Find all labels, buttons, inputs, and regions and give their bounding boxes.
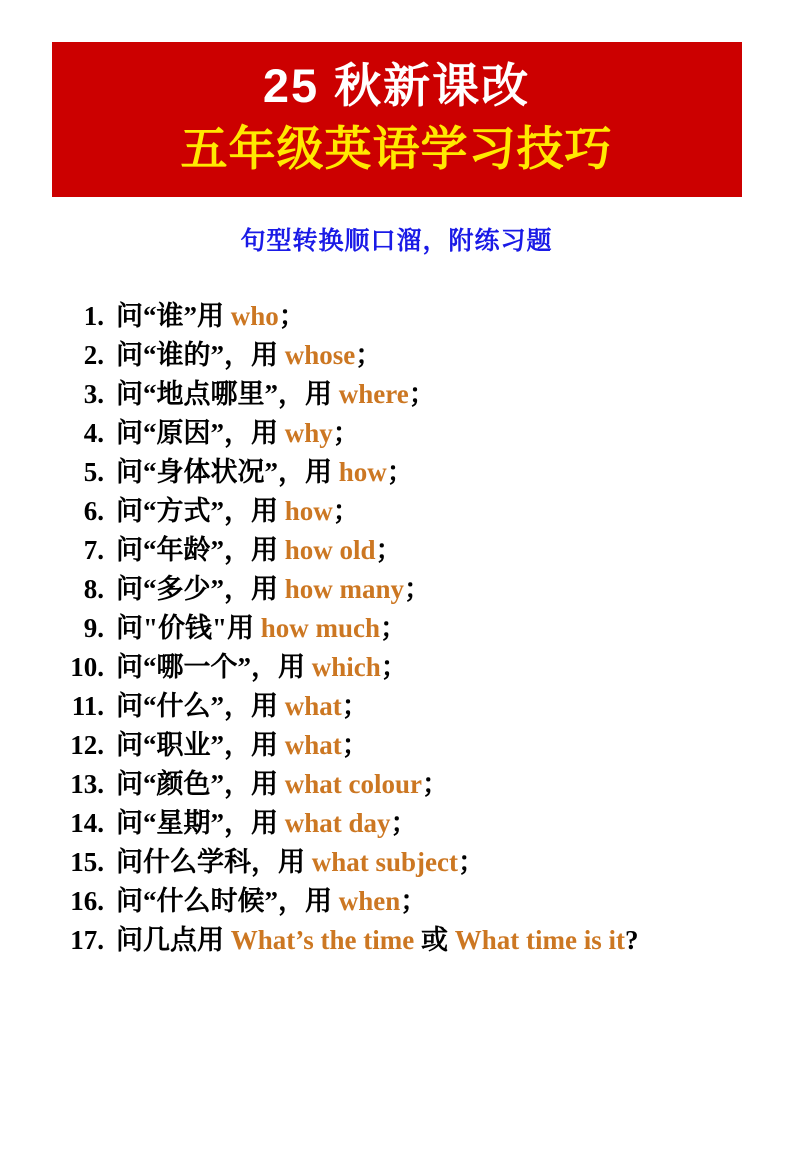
list-item [52,531,793,570]
list-item [52,648,793,687]
list-item-chinese: 问几点用 [116,925,231,956]
list-item-english: what day [284,808,391,839]
list-item [52,765,793,804]
list-item-punctuation: ； [422,769,449,800]
list-item-chinese: 问“星期”，用 [116,808,285,839]
title-banner [52,42,742,197]
list-item-text [116,654,408,681]
list-item-number: 11. [71,691,104,722]
list-item [52,882,793,921]
list-item-punctuation: ； [380,613,408,644]
list-item-number: 5. [83,457,104,488]
list-item [52,843,793,882]
list-item-number: 6. [83,496,104,527]
list-item-chinese: 问"价钱"用 [116,613,261,644]
list-item-number: 9. [83,613,104,644]
list-item-english: what colour [284,769,422,800]
list-item [52,570,793,609]
list-item-number: 14. [70,808,104,839]
list-item-text [116,615,407,642]
list-item-english: what [284,730,342,761]
list-item-chinese: 问“方式”，用 [116,496,285,527]
list-item [52,921,793,960]
list-item-number: 3. [83,379,104,410]
list-item-punctuation: ? [624,925,639,956]
list-item-punctuation: ； [355,340,383,371]
list-item-english-alt: What time is it [454,925,625,956]
list-item-text [116,420,360,447]
list-item [52,726,793,765]
list-item-punctuation: ； [341,730,369,761]
list-item-english: how [284,496,333,527]
list-item-punctuation: ； [404,574,432,605]
list-item-chinese: 问“地点哪里”，用 [116,379,339,410]
list-item-punctuation: ； [408,379,436,410]
list-item-number: 2. [83,340,104,371]
list-item-chinese: 问“职业”，用 [116,730,285,761]
list-item [52,687,793,726]
list-item-text [116,810,418,837]
list-item-chinese: 问“什么时候”，用 [116,886,339,917]
list-item-number: 8. [83,574,104,605]
list-item-chinese: 问“原因”，用 [116,418,285,449]
list-item-text [116,732,369,759]
list-item-connector: 或 [414,925,455,956]
list-item-english: how much [260,613,381,644]
list-item-english: how old [284,535,376,566]
list-item [52,375,793,414]
list-item-chinese: 问“年龄”，用 [116,535,285,566]
list-item-english: how many [284,574,405,605]
list-item-chinese: 问“谁的”，用 [116,340,285,371]
list-item-punctuation: ； [278,301,306,332]
list-item-chinese: 问“身体状况”，用 [116,457,339,488]
list-item-punctuation: ； [332,496,360,527]
list-item-text [116,303,306,330]
list-item-english: What’s the time [230,925,415,956]
list-item-punctuation: ； [386,457,414,488]
tips-list [0,297,793,960]
list-item-number: 1. [83,301,104,332]
list-item-text [116,849,485,876]
list-item-number: 16. [70,886,104,917]
list-item-punctuation: ； [390,808,418,839]
list-item-text [116,771,449,798]
list-item-number: 12. [70,730,104,761]
list-item [52,609,793,648]
list-item-text [116,576,431,603]
list-item [52,453,793,492]
list-item-chinese: 问“谁”用 [116,301,231,332]
list-item-text [116,888,427,915]
list-item-text [116,459,414,486]
list-item-number: 10. [70,652,104,683]
list-item-chinese: 问“多少”，用 [116,574,285,605]
list-item-english: what [284,691,342,722]
list-item-text [116,381,436,408]
list-item [52,804,793,843]
list-item-chinese: 问“什么”，用 [116,691,285,722]
poster-page [0,42,793,1164]
list-item-punctuation: ； [380,652,408,683]
list-item-english: what subject [311,847,458,878]
list-item [52,336,793,375]
list-item-number: 7. [83,535,104,566]
list-item-english: when [338,886,401,917]
list-item-chinese: 问“哪一个”，用 [116,652,312,683]
list-item-text [116,537,403,564]
subtitle: 句型转换顺口溜，附练习题 [240,227,553,256]
list-item-english: who [230,301,279,332]
list-item [52,492,793,531]
list-item-english: whose [284,340,356,371]
list-item-english: why [284,418,333,449]
list-item-number: 4. [83,418,104,449]
list-item-punctuation: ； [458,847,485,878]
list-item-text [116,342,382,369]
title-line-2: 五年级英语学习技巧 [180,122,613,176]
list-item-text [116,498,360,525]
title-line-1: 25 秋新课改 [262,59,531,112]
list-item-punctuation: ； [332,418,360,449]
list-item-number: 13. [70,769,104,800]
list-item-text [116,693,369,720]
list-item [52,414,793,453]
list-item-number: 15. [70,847,104,878]
list-item [52,297,793,336]
list-item-punctuation: ； [341,691,369,722]
list-item-english: which [311,652,381,683]
list-item-chinese: 问“颜色”，用 [116,769,285,800]
list-item-punctuation: ； [375,535,403,566]
list-item-text [116,927,638,954]
list-item-number: 17. [70,925,104,956]
list-item-chinese: 问什么学科，用 [116,847,312,878]
list-item-english: how [338,457,387,488]
list-item-english: where [338,379,409,410]
list-item-punctuation: ； [400,886,428,917]
